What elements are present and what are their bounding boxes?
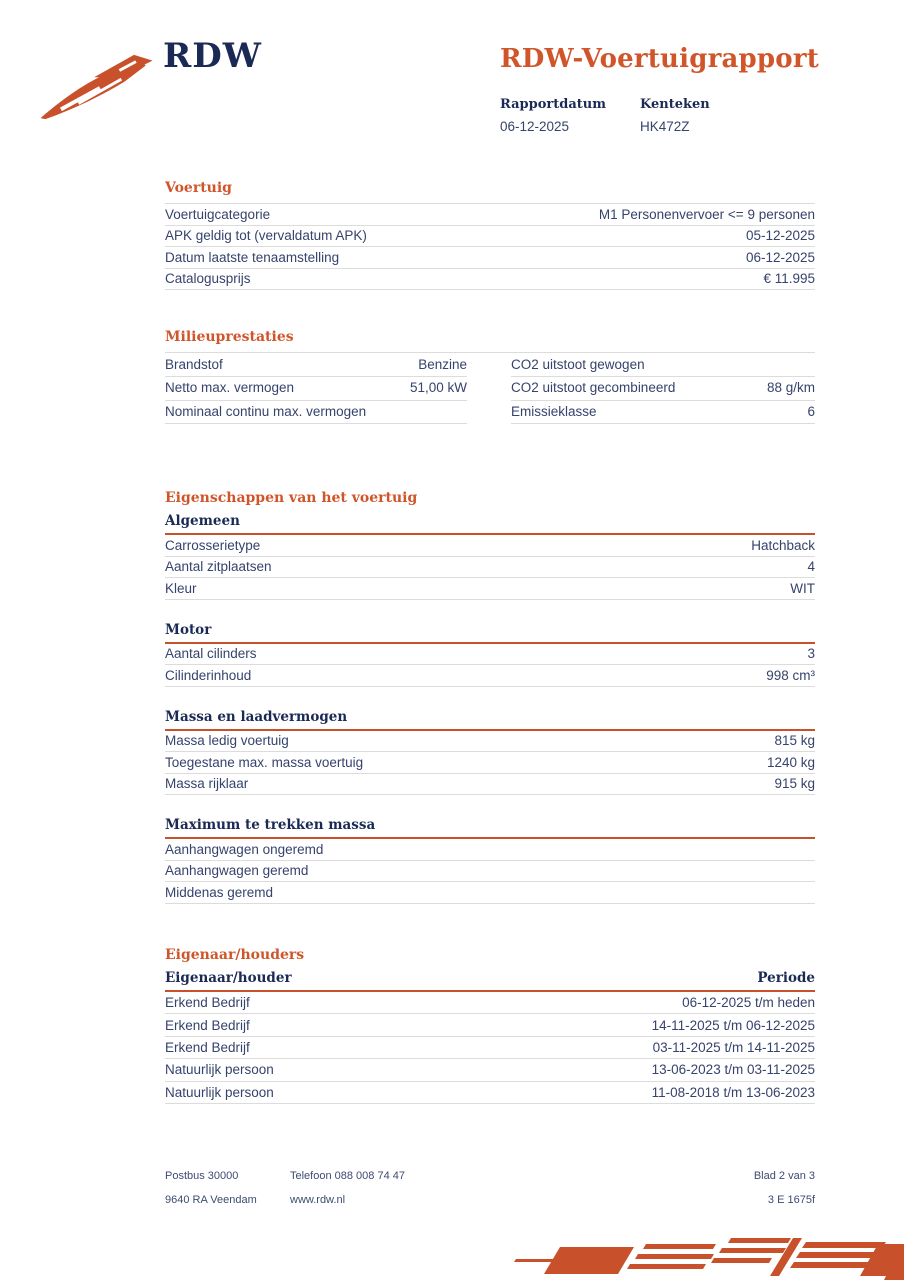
owners-table	[165, 992, 815, 1104]
row-value: 06-12-2025	[745, 249, 815, 265]
subsection-motor	[165, 622, 815, 687]
algemeen-table	[165, 535, 815, 600]
footer-form-code: 3 E 1675f	[767, 1194, 815, 1206]
report-meta	[500, 97, 814, 134]
section-voertuig	[165, 180, 815, 290]
footer-row-2	[165, 1194, 815, 1206]
row-label: Voertuigcategorie	[165, 206, 271, 222]
owner-type: Erkend Bedrijf	[165, 1039, 250, 1055]
subsection-massa	[165, 709, 815, 796]
page-title: RDW-Voertuigrapport	[500, 44, 819, 74]
row-label: Datum laatste tenaamstelling	[165, 249, 340, 265]
license-plate-block	[640, 97, 710, 134]
row-label: Aanhangwagen ongeremd	[165, 841, 324, 857]
section-title-eigenaar: Eigenaar/houders	[165, 947, 305, 963]
section-title-eigenschappen: Eigenschappen van het voertuig	[165, 490, 418, 506]
table-row	[165, 535, 815, 557]
owner-period: 11-08-2018 t/m 13-06-2023	[651, 1084, 815, 1100]
table-row	[165, 774, 815, 796]
motor-table	[165, 644, 815, 687]
row-label: Toegestane max. massa voertuig	[165, 754, 364, 770]
footer-row-1	[165, 1170, 815, 1182]
voertuig-table	[165, 203, 815, 290]
milieu-left-cell	[165, 376, 467, 401]
owner-period: 13-06-2023 t/m 03-11-2025	[651, 1062, 815, 1078]
row-value: 998 cm³	[766, 667, 815, 683]
milieu-left-cell	[165, 400, 467, 425]
rdw-logo-swoosh-icon	[36, 48, 158, 124]
footer-city: 9640 RA Veendam	[165, 1194, 257, 1206]
owners-table-header	[165, 970, 815, 992]
table-row	[165, 400, 815, 424]
row-label: Emissieklasse	[511, 403, 597, 419]
footer-phone: Telefoon 088 008 74 47	[290, 1170, 405, 1182]
section-title-milieuprestaties: Milieuprestaties	[165, 329, 294, 345]
row-label: Netto max. vermogen	[165, 380, 295, 396]
row-label: Carrosserietype	[165, 537, 261, 553]
row-value: 815 kg	[774, 733, 815, 749]
table-row	[165, 665, 815, 687]
license-plate-value: HK472Z	[640, 119, 690, 134]
row-label: Nominaal continu max. vermogen	[165, 403, 367, 419]
owner-period: 03-11-2025 t/m 14-11-2025	[652, 1039, 815, 1055]
row-label: Middenas geremd	[165, 884, 274, 900]
table-row	[165, 882, 815, 904]
row-label: CO2 uitstoot gecombineerd	[511, 380, 676, 396]
row-value: 915 kg	[774, 776, 815, 792]
table-row	[165, 839, 815, 861]
table-row	[165, 557, 815, 579]
row-value: M1 Personenvervoer <= 9 personen	[598, 206, 815, 222]
row-value: 51,00 kW	[409, 380, 467, 396]
owner-type: Natuurlijk persoon	[165, 1084, 274, 1100]
row-label: Brandstof	[165, 356, 223, 372]
massa-table	[165, 731, 815, 796]
table-row	[165, 1014, 815, 1036]
row-label: APK geldig tot (vervaldatum APK)	[165, 228, 367, 244]
section-eigenschappen	[165, 490, 815, 904]
report-date-label: Rapportdatum	[500, 97, 606, 112]
table-row	[165, 578, 815, 600]
row-value: Benzine	[418, 356, 467, 372]
row-value: € 11.995	[763, 271, 815, 287]
subsection-title: Maximum te trekken massa	[165, 817, 815, 839]
row-label: Massa ledig voertuig	[165, 733, 289, 749]
row-label: CO2 uitstoot gewogen	[511, 356, 645, 372]
row-value: Hatchback	[751, 537, 815, 553]
footer-website-link[interactable]: www.rdw.nl	[290, 1194, 346, 1206]
row-label: Cilinderinhoud	[165, 667, 252, 683]
table-row	[165, 1059, 815, 1081]
subsection-title: Algemeen	[165, 513, 815, 535]
row-label: Aantal zitplaatsen	[165, 559, 272, 575]
row-value: 88 g/km	[766, 380, 815, 396]
table-row	[165, 353, 815, 377]
table-row	[165, 377, 815, 401]
report-date-block	[500, 97, 640, 134]
section-milieuprestaties	[165, 329, 815, 424]
milieu-left-cell	[165, 353, 467, 378]
owner-type: Erkend Bedrijf	[165, 1017, 250, 1033]
owners-col-owner: Eigenaar/houder	[165, 970, 292, 986]
rdw-logo-text: RDW	[163, 36, 262, 76]
row-value: 1240 kg	[766, 754, 815, 770]
subsection-algemeen	[165, 513, 815, 600]
section-title-voertuig: Voertuig	[165, 180, 232, 196]
section-eigenaar	[165, 947, 815, 1104]
owner-period: 14-11-2025 t/m 06-12-2025	[651, 1017, 815, 1033]
row-label: Massa rijklaar	[165, 776, 249, 792]
row-label: Catalogusprijs	[165, 271, 251, 287]
row-label: Aanhangwagen geremd	[165, 863, 309, 879]
table-row	[165, 731, 815, 753]
footer-page-indicator: Blad 2 van 3	[753, 1170, 815, 1182]
table-row	[165, 204, 815, 226]
milieu-right-cell	[511, 353, 815, 378]
subsection-trekken-massa	[165, 817, 815, 904]
owner-period: 06-12-2025 t/m heden	[682, 995, 815, 1011]
license-plate-label: Kenteken	[640, 97, 710, 112]
table-row	[165, 1082, 815, 1104]
milieu-table	[165, 352, 815, 424]
row-value: WIT	[790, 580, 815, 596]
row-value: 4	[807, 559, 815, 575]
table-row	[165, 247, 815, 269]
footer-postbus: Postbus 30000	[165, 1170, 239, 1182]
table-row	[165, 861, 815, 883]
report-date-value: 06-12-2025	[500, 119, 570, 134]
row-value: 3	[807, 646, 815, 662]
milieu-right-cell	[511, 376, 815, 401]
table-row	[165, 226, 815, 248]
table-row	[165, 752, 815, 774]
table-row	[165, 992, 815, 1014]
row-value: 05-12-2025	[745, 228, 815, 244]
subsection-title: Massa en laadvermogen	[165, 709, 815, 731]
page-footer	[165, 1170, 815, 1218]
owner-type: Natuurlijk persoon	[165, 1062, 274, 1078]
row-label: Kleur	[165, 580, 197, 596]
owner-type: Erkend Bedrijf	[165, 995, 250, 1011]
trekken-massa-table	[165, 839, 815, 904]
table-row	[165, 1037, 815, 1059]
table-row	[165, 644, 815, 666]
owners-col-period: Periode	[757, 970, 815, 986]
row-label: Aantal cilinders	[165, 646, 257, 662]
speed-lines-graphic-icon	[500, 1232, 904, 1280]
table-row	[165, 269, 815, 291]
milieu-right-cell	[511, 400, 815, 425]
row-value: 6	[807, 403, 815, 419]
subsection-title: Motor	[165, 622, 815, 644]
